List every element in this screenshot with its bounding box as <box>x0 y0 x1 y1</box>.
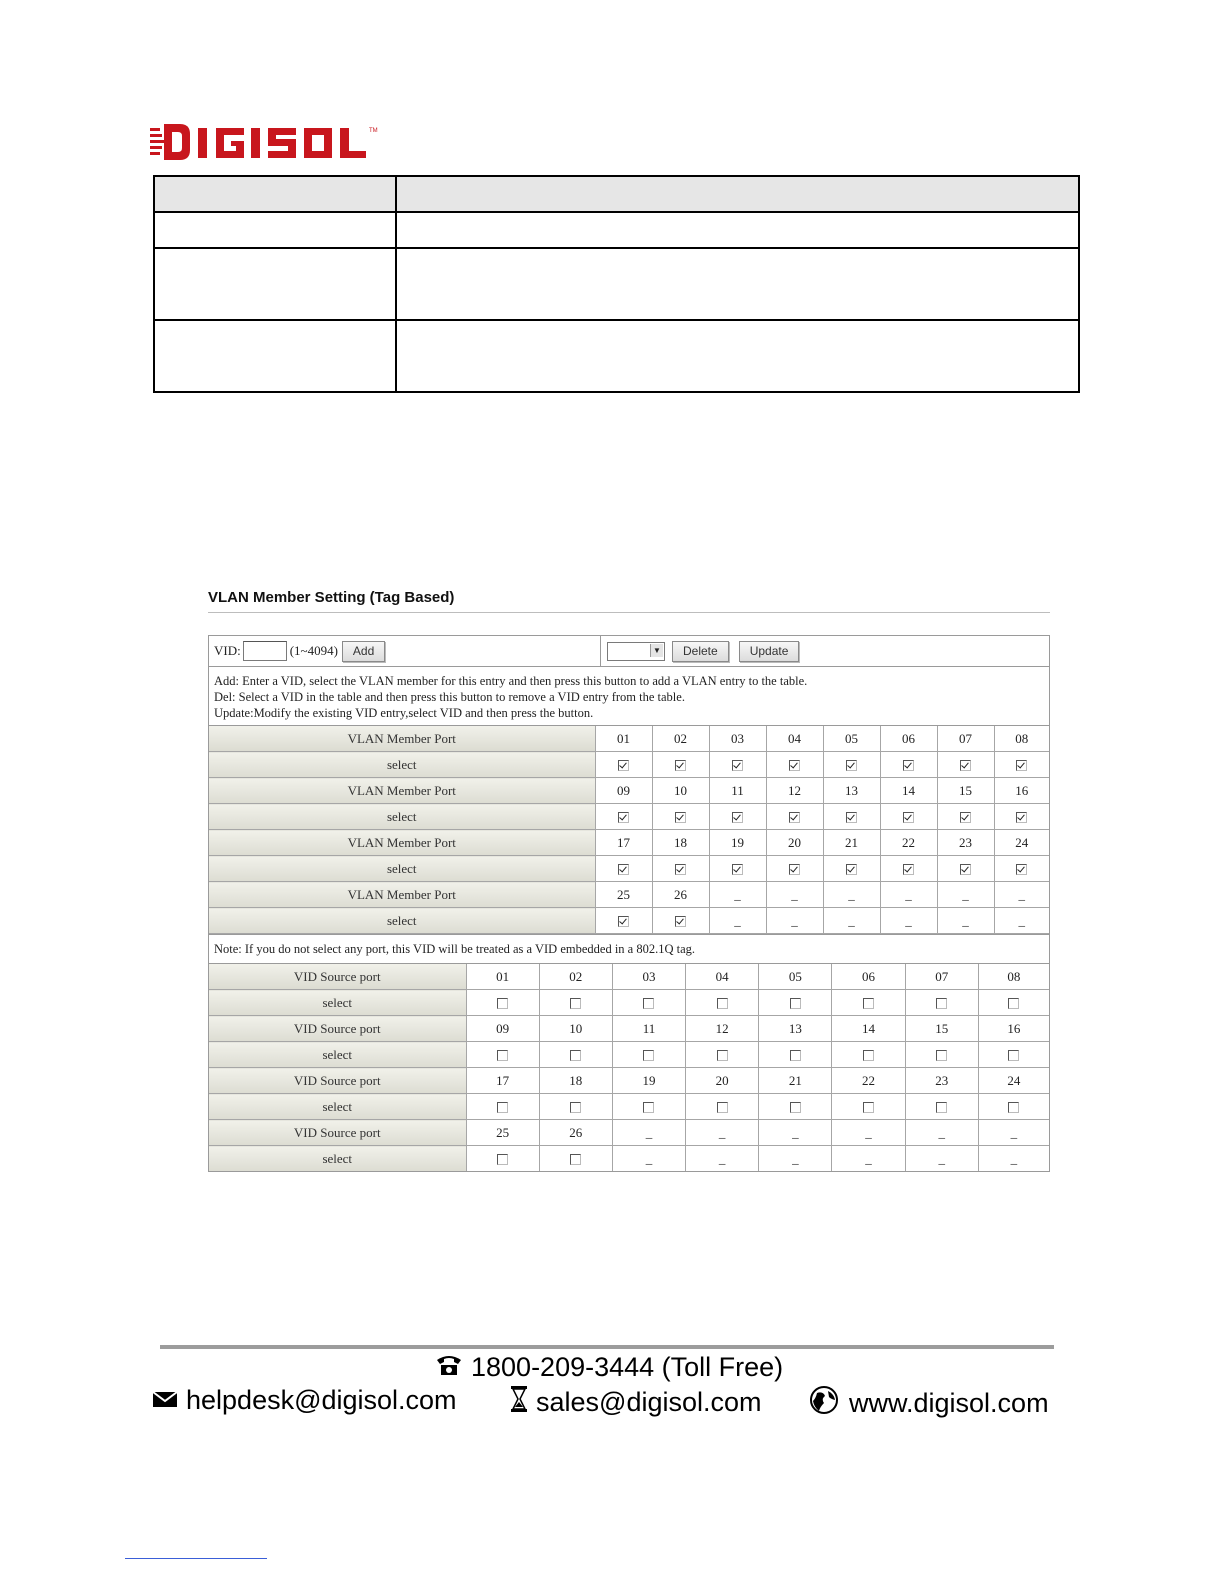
page-title: VLAN Member Setting (Tag Based) <box>208 589 455 606</box>
member-port-number: 06 <box>880 726 937 752</box>
member-port-number: _ <box>994 882 1049 908</box>
table-header-row <box>154 176 1079 212</box>
source-select-cell <box>539 990 612 1016</box>
source-port-number: _ <box>978 1120 1049 1146</box>
table-row <box>154 248 1079 320</box>
member-select-label: select <box>209 856 595 882</box>
source-select-cell <box>539 1146 612 1172</box>
source-port-checkbox[interactable] <box>717 1050 728 1061</box>
member-port-checkbox[interactable] <box>675 760 686 771</box>
source-select-cell <box>612 990 685 1016</box>
member-select-cell <box>823 856 880 882</box>
member-port-checkbox[interactable] <box>960 864 971 875</box>
member-select-cell <box>595 856 652 882</box>
table-cell <box>396 212 1079 248</box>
source-port-label: VID Source port <box>209 1016 466 1042</box>
digisol-logo-mark <box>150 120 395 164</box>
source-port-checkbox[interactable] <box>497 1154 508 1165</box>
source-select-label: select <box>209 990 466 1016</box>
member-empty-cell: _ <box>766 908 823 934</box>
vid-label: VID: <box>214 643 241 658</box>
sales-email[interactable]: sales@digisol.com <box>536 1387 762 1417</box>
table-cell <box>396 320 1079 392</box>
vid-input[interactable] <box>243 641 287 661</box>
source-select-cell <box>466 1094 539 1120</box>
add-button[interactable]: Add <box>342 641 385 662</box>
member-port-checkbox[interactable] <box>789 760 800 771</box>
source-empty-cell: _ <box>978 1146 1049 1172</box>
source-port-checkbox[interactable] <box>863 1050 874 1061</box>
source-port-checkbox[interactable] <box>1008 1050 1019 1061</box>
member-port-number: 10 <box>652 778 709 804</box>
vid-add-group <box>209 636 601 666</box>
source-select-cell <box>539 1042 612 1068</box>
source-select-cell <box>466 1042 539 1068</box>
source-port-number: 19 <box>612 1068 685 1094</box>
table-cell <box>154 212 396 248</box>
source-select-cell <box>978 990 1049 1016</box>
helpdesk-email[interactable]: helpdesk@digisol.com <box>186 1385 457 1415</box>
member-port-number: 01 <box>595 726 652 752</box>
source-port-checkbox[interactable] <box>497 998 508 1009</box>
table-cell <box>154 320 396 392</box>
help-text <box>209 667 1049 726</box>
source-empty-cell: _ <box>905 1146 978 1172</box>
table-cell <box>154 176 396 212</box>
member-port-checkbox[interactable] <box>732 760 743 771</box>
member-select-label: select <box>209 752 595 778</box>
table-cell <box>396 176 1079 212</box>
table-row <box>209 990 1049 1016</box>
member-port-checkbox[interactable] <box>789 864 800 875</box>
source-port-number: 15 <box>905 1016 978 1042</box>
member-port-number: 15 <box>937 778 994 804</box>
update-button[interactable]: Update <box>739 641 800 662</box>
source-port-label: VID Source port <box>209 964 466 990</box>
source-select-cell <box>759 990 832 1016</box>
source-port-checkbox[interactable] <box>570 1154 581 1165</box>
member-port-number: 23 <box>937 830 994 856</box>
member-port-number: 22 <box>880 830 937 856</box>
source-port-number: 04 <box>686 964 759 990</box>
vid-source-port-table <box>209 964 1049 1171</box>
source-port-checkbox[interactable] <box>570 1102 581 1113</box>
table-cell <box>154 248 396 320</box>
member-port-number: 17 <box>595 830 652 856</box>
source-port-number: 25 <box>466 1120 539 1146</box>
source-empty-cell: _ <box>759 1146 832 1172</box>
source-port-checkbox[interactable] <box>717 998 728 1009</box>
member-port-checkbox[interactable] <box>618 760 629 771</box>
vid-select[interactable] <box>607 642 665 661</box>
vlan-member-port-table <box>209 726 1049 934</box>
member-port-number: 26 <box>652 882 709 908</box>
vid-edit-group <box>601 636 1049 666</box>
member-select-cell <box>823 804 880 830</box>
member-select-cell <box>937 804 994 830</box>
member-empty-cell: _ <box>994 908 1049 934</box>
source-port-number: _ <box>905 1120 978 1146</box>
member-port-checkbox[interactable] <box>675 812 686 823</box>
source-port-label: VID Source port <box>209 1120 466 1146</box>
member-port-number: 11 <box>709 778 766 804</box>
source-port-checkbox[interactable] <box>643 1050 654 1061</box>
member-port-label: VLAN Member Port <box>209 726 595 752</box>
member-select-cell <box>652 908 709 934</box>
table-row <box>209 964 1049 990</box>
member-empty-cell: _ <box>823 908 880 934</box>
source-port-checkbox[interactable] <box>570 1050 581 1061</box>
member-port-number: 20 <box>766 830 823 856</box>
phone-number: 1800-209-3444 (Toll Free) <box>471 1352 784 1382</box>
vlan-form <box>208 635 1050 1172</box>
source-port-number: 16 <box>978 1016 1049 1042</box>
member-empty-cell: _ <box>709 908 766 934</box>
member-port-number: _ <box>937 882 994 908</box>
source-select-cell <box>612 1042 685 1068</box>
source-port-number: 07 <box>905 964 978 990</box>
source-port-checkbox[interactable] <box>1008 998 1019 1009</box>
member-port-checkbox[interactable] <box>903 812 914 823</box>
member-port-checkbox[interactable] <box>903 864 914 875</box>
member-select-cell <box>766 804 823 830</box>
member-port-number: _ <box>709 882 766 908</box>
footer-phone <box>435 1352 783 1383</box>
source-port-number: 02 <box>539 964 612 990</box>
source-port-checkbox[interactable] <box>790 1102 801 1113</box>
table-row <box>209 726 1049 752</box>
member-select-label: select <box>209 804 595 830</box>
source-port-number: 08 <box>978 964 1049 990</box>
member-select-cell <box>595 804 652 830</box>
source-port-number: 14 <box>832 1016 905 1042</box>
member-port-checkbox[interactable] <box>732 812 743 823</box>
member-port-checkbox[interactable] <box>960 812 971 823</box>
source-select-cell <box>905 1042 978 1068</box>
member-select-cell <box>709 804 766 830</box>
source-port-number: _ <box>832 1120 905 1146</box>
source-select-cell <box>832 1094 905 1120</box>
svg-text:TM: TM <box>369 128 378 134</box>
table-cell <box>396 248 1079 320</box>
member-select-cell <box>994 856 1049 882</box>
source-port-number: _ <box>612 1120 685 1146</box>
member-port-checkbox[interactable] <box>1016 812 1027 823</box>
member-select-cell <box>709 856 766 882</box>
delete-button[interactable]: Delete <box>672 641 729 662</box>
member-port-number: 09 <box>595 778 652 804</box>
source-port-number: _ <box>686 1120 759 1146</box>
source-port-checkbox[interactable] <box>863 1102 874 1113</box>
source-port-number: 24 <box>978 1068 1049 1094</box>
member-port-checkbox[interactable] <box>675 864 686 875</box>
source-port-number: 06 <box>832 964 905 990</box>
member-port-checkbox[interactable] <box>903 760 914 771</box>
help-update: Update:Modify the existing VID entry,select VID and then press the button. <box>214 706 594 720</box>
member-port-number: 25 <box>595 882 652 908</box>
source-port-checkbox[interactable] <box>790 1050 801 1061</box>
source-select-cell <box>832 1042 905 1068</box>
parameter-table <box>153 175 1080 393</box>
member-port-checkbox[interactable] <box>732 864 743 875</box>
member-port-number: 24 <box>994 830 1049 856</box>
source-select-cell <box>759 1094 832 1120</box>
member-port-checkbox[interactable] <box>846 760 857 771</box>
source-select-cell <box>978 1042 1049 1068</box>
page-bottom-rule <box>125 1558 267 1559</box>
member-select-cell <box>994 752 1049 778</box>
source-select-cell <box>832 990 905 1016</box>
member-port-checkbox[interactable] <box>846 812 857 823</box>
helpdesk-contact <box>152 1385 457 1416</box>
member-port-number: 02 <box>652 726 709 752</box>
member-port-checkbox[interactable] <box>846 864 857 875</box>
member-select-cell <box>652 856 709 882</box>
member-port-number: 08 <box>994 726 1049 752</box>
mail-icon <box>152 1385 178 1416</box>
member-select-cell <box>595 908 652 934</box>
website-link[interactable]: www.digisol.com <box>849 1388 1049 1418</box>
table-row <box>209 804 1049 830</box>
member-port-label: VLAN Member Port <box>209 778 595 804</box>
member-select-cell <box>880 804 937 830</box>
dropdown-arrow-icon[interactable]: ▼ <box>650 644 663 657</box>
source-port-number: 11 <box>612 1016 685 1042</box>
source-port-number: 26 <box>539 1120 612 1146</box>
member-port-number: 21 <box>823 830 880 856</box>
table-row <box>209 778 1049 804</box>
member-empty-cell: _ <box>880 908 937 934</box>
table-row <box>209 830 1049 856</box>
source-select-cell <box>686 1042 759 1068</box>
source-port-checkbox[interactable] <box>717 1102 728 1113</box>
source-select-cell <box>978 1094 1049 1120</box>
member-port-label: VLAN Member Port <box>209 882 595 908</box>
source-empty-cell: _ <box>686 1146 759 1172</box>
member-select-cell <box>652 752 709 778</box>
table-row <box>209 908 1049 934</box>
member-port-label: VLAN Member Port <box>209 830 595 856</box>
source-port-number: 05 <box>759 964 832 990</box>
source-port-number: 23 <box>905 1068 978 1094</box>
table-row <box>154 212 1079 248</box>
vid-controls-row <box>209 636 1049 667</box>
source-select-cell <box>466 1146 539 1172</box>
member-port-checkbox[interactable] <box>675 916 686 927</box>
help-add: Add: Enter a VID, select the VLAN member for this entry and then press this button to add a VLAN entry to the table. <box>214 674 808 688</box>
digisol-logo <box>150 120 395 164</box>
table-row <box>209 752 1049 778</box>
telephone-icon <box>435 1352 463 1383</box>
source-select-cell <box>539 1094 612 1120</box>
source-port-number: 22 <box>832 1068 905 1094</box>
member-select-label: select <box>209 908 595 934</box>
member-select-cell <box>823 752 880 778</box>
member-select-cell <box>937 856 994 882</box>
table-row <box>209 1120 1049 1146</box>
member-port-checkbox[interactable] <box>618 864 629 875</box>
member-port-checkbox[interactable] <box>960 760 971 771</box>
source-select-cell <box>466 990 539 1016</box>
table-row <box>209 1042 1049 1068</box>
member-port-number: 14 <box>880 778 937 804</box>
source-port-number: _ <box>759 1120 832 1146</box>
help-del: Del: Select a VID in the table and then press this button to remove a VID entry from the table. <box>214 690 685 704</box>
member-port-number: 18 <box>652 830 709 856</box>
hourglass-icon <box>510 1385 528 1420</box>
globe-icon <box>807 1385 841 1422</box>
table-row <box>209 1094 1049 1120</box>
member-port-number: 05 <box>823 726 880 752</box>
member-select-cell <box>709 752 766 778</box>
member-select-cell <box>994 804 1049 830</box>
source-select-label: select <box>209 1146 466 1172</box>
source-port-label: VID Source port <box>209 1068 466 1094</box>
source-port-checkbox[interactable] <box>497 1050 508 1061</box>
source-port-number: 21 <box>759 1068 832 1094</box>
source-select-label: select <box>209 1042 466 1068</box>
member-empty-cell: _ <box>937 908 994 934</box>
source-port-number: 13 <box>759 1016 832 1042</box>
title-divider <box>208 612 1050 613</box>
table-row <box>209 882 1049 908</box>
member-port-number: 03 <box>709 726 766 752</box>
source-port-number: 01 <box>466 964 539 990</box>
member-select-cell <box>880 856 937 882</box>
member-port-number: 07 <box>937 726 994 752</box>
member-port-number: 19 <box>709 830 766 856</box>
source-port-number: 18 <box>539 1068 612 1094</box>
member-port-number: 13 <box>823 778 880 804</box>
source-port-checkbox[interactable] <box>643 998 654 1009</box>
member-select-cell <box>937 752 994 778</box>
sales-contact <box>510 1385 762 1420</box>
member-select-cell <box>595 752 652 778</box>
note-text: Note: If you do not select any port, this VID will be treated as a VID embedded in a 802.1Q tag. <box>209 934 1049 964</box>
website-contact <box>807 1385 1049 1422</box>
table-row <box>209 1146 1049 1172</box>
member-select-cell <box>652 804 709 830</box>
member-port-checkbox[interactable] <box>618 812 629 823</box>
source-port-checkbox[interactable] <box>497 1102 508 1113</box>
source-port-number: 09 <box>466 1016 539 1042</box>
member-select-cell <box>766 856 823 882</box>
source-port-checkbox[interactable] <box>790 998 801 1009</box>
source-select-label: select <box>209 1094 466 1120</box>
source-port-checkbox[interactable] <box>936 1102 947 1113</box>
table-row <box>209 856 1049 882</box>
vlan-member-setting-panel <box>208 588 1050 1172</box>
source-port-checkbox[interactable] <box>1008 1102 1019 1113</box>
source-port-checkbox[interactable] <box>936 998 947 1009</box>
source-select-cell <box>905 990 978 1016</box>
source-port-number: 03 <box>612 964 685 990</box>
table-row <box>154 320 1079 392</box>
source-select-cell <box>686 1094 759 1120</box>
member-port-number: 04 <box>766 726 823 752</box>
member-port-checkbox[interactable] <box>618 916 629 927</box>
vid-range-hint: (1~4094) <box>289 643 338 658</box>
source-port-number: 10 <box>539 1016 612 1042</box>
member-port-number: _ <box>880 882 937 908</box>
member-port-number: _ <box>823 882 880 908</box>
source-port-checkbox[interactable] <box>936 1050 947 1061</box>
source-empty-cell: _ <box>832 1146 905 1172</box>
table-row <box>209 1016 1049 1042</box>
source-empty-cell: _ <box>612 1146 685 1172</box>
member-port-number: 12 <box>766 778 823 804</box>
source-select-cell <box>612 1094 685 1120</box>
member-port-number: 16 <box>994 778 1049 804</box>
member-port-checkbox[interactable] <box>1016 760 1027 771</box>
table-row <box>209 1068 1049 1094</box>
source-port-checkbox[interactable] <box>570 998 581 1009</box>
member-port-number: _ <box>766 882 823 908</box>
footer-divider <box>160 1345 1054 1349</box>
source-select-cell <box>686 990 759 1016</box>
source-port-number: 20 <box>686 1068 759 1094</box>
source-port-checkbox[interactable] <box>863 998 874 1009</box>
member-select-cell <box>880 752 937 778</box>
member-port-checkbox[interactable] <box>1016 864 1027 875</box>
source-port-number: 12 <box>686 1016 759 1042</box>
member-port-checkbox[interactable] <box>789 812 800 823</box>
source-port-number: 17 <box>466 1068 539 1094</box>
source-select-cell <box>759 1042 832 1068</box>
source-select-cell <box>905 1094 978 1120</box>
member-select-cell <box>766 752 823 778</box>
source-port-checkbox[interactable] <box>643 1102 654 1113</box>
